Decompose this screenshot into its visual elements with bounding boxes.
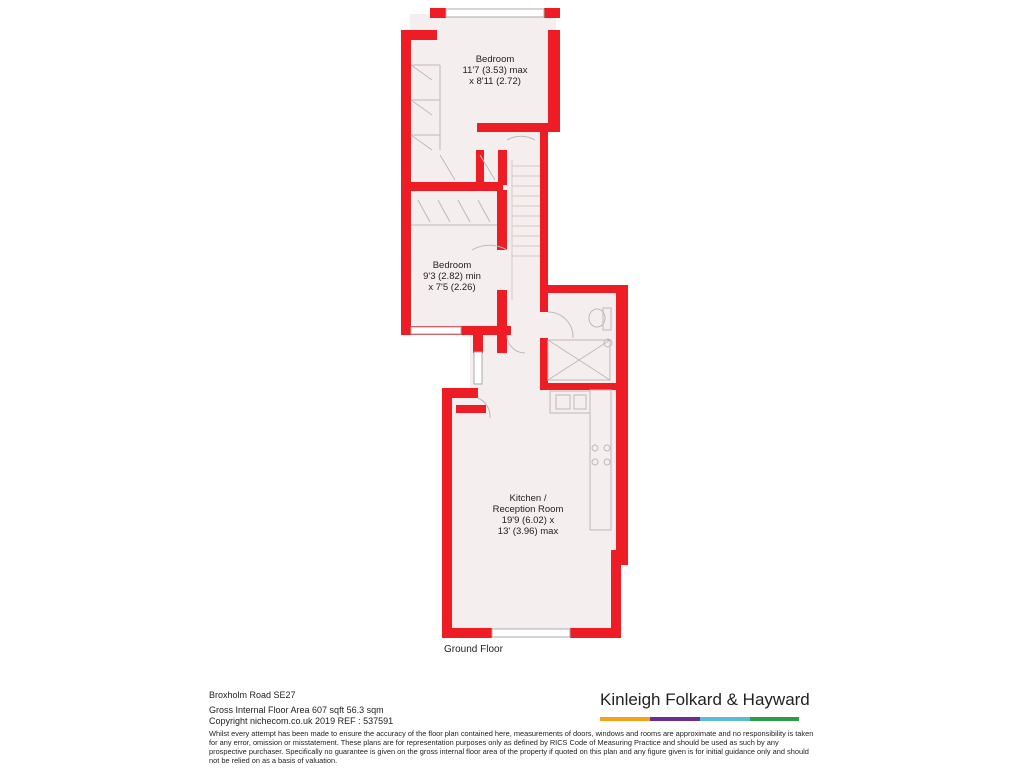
disclaimer: Whilst every attempt has been made to ensure the accuracy of the floor plan contained here, measurements of doors, windows and rooms are approximate and no responsibility is taken for any error, omission or misstatement. These plans are for representation purposes only as defined by RICS Code of Measuring Practice and should be used as such by any prospective purchaser. Specifically no guarantee is given on the gross internal floor area of the property if quoted on this plan and any figure given is for initial guidance only and should not be relied on as a basis of valuation. xyxy=(209,729,814,765)
kitchen-dim-1: 19'9 (6.02) x xyxy=(501,515,555,526)
bedroom-1-dim-2: x 8'11 (2.72) xyxy=(469,76,521,87)
bedroom-2-dim-2: x 7'5 (2.26) xyxy=(428,282,476,293)
property-address: Broxholm Road SE27 xyxy=(209,690,296,700)
brand-bar-green xyxy=(750,717,799,721)
kitchen-name-2: Reception Room xyxy=(492,504,564,515)
floor-label: Ground Floor xyxy=(444,644,503,655)
bedroom-1-name: Bedroom xyxy=(475,54,515,65)
floor-area: Gross Internal Floor Area 607 sqft 56.3 sqm xyxy=(209,705,384,715)
floor-areas xyxy=(410,14,620,630)
brand-bar-purple xyxy=(650,717,700,721)
bedroom-1-dim-1: 11'7 (3.53) max xyxy=(462,65,528,76)
bedroom-2-name: Bedroom xyxy=(432,260,472,271)
bedroom-2-dim-1: 9'3 (2.82) min xyxy=(423,271,481,282)
copyright: Copyright nichecom.co.uk 2019 REF : 537591 xyxy=(209,716,394,726)
kitchen-dim-2: 13' (3.96) max xyxy=(497,526,559,537)
brand-bar-blue xyxy=(700,717,750,721)
kitchen-name-1: Kitchen / xyxy=(509,493,547,504)
brand-bar-orange xyxy=(600,717,650,721)
brand-logo-text: Kinleigh Folkard & Hayward xyxy=(600,690,810,709)
